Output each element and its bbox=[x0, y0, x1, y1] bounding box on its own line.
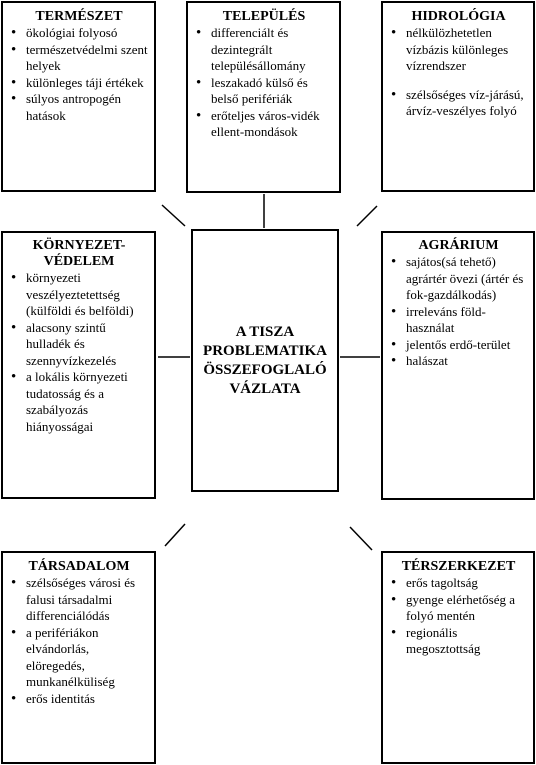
box-list bbox=[387, 25, 530, 120]
list-item: • erős tagoltság bbox=[387, 575, 530, 592]
list-item: • környezeti veszélyeztetettség (külföldi és belföldi) bbox=[7, 270, 151, 320]
list-item: • súlyos antropogén hatások bbox=[7, 91, 151, 124]
list-item: • leszakadó külső és belső perifériák bbox=[192, 75, 336, 108]
list-item: • gyenge elérhetőség a folyó mentén bbox=[387, 592, 530, 625]
box-title: AGRÁRIUM bbox=[418, 238, 499, 253]
list-item: • különleges táji értékek bbox=[7, 75, 151, 92]
box-list bbox=[7, 270, 151, 435]
list-item: • szélsőséges városi és falusi társadalmi differenciálódás bbox=[7, 575, 151, 625]
box-hidrologia bbox=[381, 1, 535, 192]
connector-tarsadalom bbox=[165, 524, 185, 546]
list-item: • differenciált és dezintegrált településállomány bbox=[192, 25, 336, 75]
box-termeszet bbox=[1, 1, 156, 192]
box-list bbox=[387, 575, 530, 658]
box-list bbox=[192, 25, 336, 141]
connector-terszerkezet bbox=[350, 527, 372, 550]
list-item: • erős identitás bbox=[7, 691, 151, 708]
list-item: • sajátos(sá tehető) agrártér övezi (ártér és fok-gazdálkodás) bbox=[387, 254, 530, 304]
box-terszerkezet bbox=[381, 551, 535, 764]
center-title: A TISZA PROBLEMATIKA ÖSSZEFOGLALÓ VÁZLATA bbox=[203, 323, 327, 397]
box-telepules bbox=[186, 1, 341, 193]
list-item: • a perifériákon elvándorlás, elöregedés, munkanélküliség bbox=[7, 625, 151, 691]
connector-termeszet bbox=[162, 205, 185, 226]
box-kornyezetvedelem bbox=[1, 231, 156, 499]
list-item: • erőteljes város-vidék ellent-mondások bbox=[192, 108, 336, 141]
box-tarsadalom bbox=[1, 551, 156, 764]
list-item: • alacsony szintű hulladék és szennyvízkezelés bbox=[7, 320, 151, 370]
connector-hidrologia bbox=[357, 206, 377, 226]
list-item: • halászat bbox=[387, 353, 530, 370]
box-title: TÁRSADALOM bbox=[28, 559, 130, 574]
list-item: • regionális megosztottság bbox=[387, 625, 530, 658]
list-item: • irreleváns föld-használat bbox=[387, 304, 530, 337]
box-title: HIDROLÓGIA bbox=[411, 9, 506, 24]
list-item: • természetvédelmi szent helyek bbox=[7, 42, 151, 75]
list-item: • nélkülözhetetlen vízbázis különleges vízrendszer bbox=[387, 25, 530, 75]
list-item: • ökológiai folyosó bbox=[7, 25, 151, 42]
box-title: TELEPÜLÉS bbox=[222, 9, 306, 24]
list-item: • szélsőséges víz-járású, árvíz-veszélyes folyó bbox=[387, 87, 530, 120]
box-title: TÉRSZERKEZET bbox=[401, 559, 516, 574]
box-title: KÖRNYEZET- VÉDELEM bbox=[32, 238, 126, 269]
center-box bbox=[191, 229, 339, 492]
box-list bbox=[7, 25, 151, 124]
list-item: • jelentős erdő-terület bbox=[387, 337, 530, 354]
box-list bbox=[387, 254, 530, 370]
box-list bbox=[7, 575, 151, 707]
box-agrarium bbox=[381, 231, 535, 500]
list-item: • a lokális környezeti tudatosság és a szabályozás hiányosságai bbox=[7, 369, 151, 435]
box-title: TERMÉSZET bbox=[35, 9, 123, 24]
